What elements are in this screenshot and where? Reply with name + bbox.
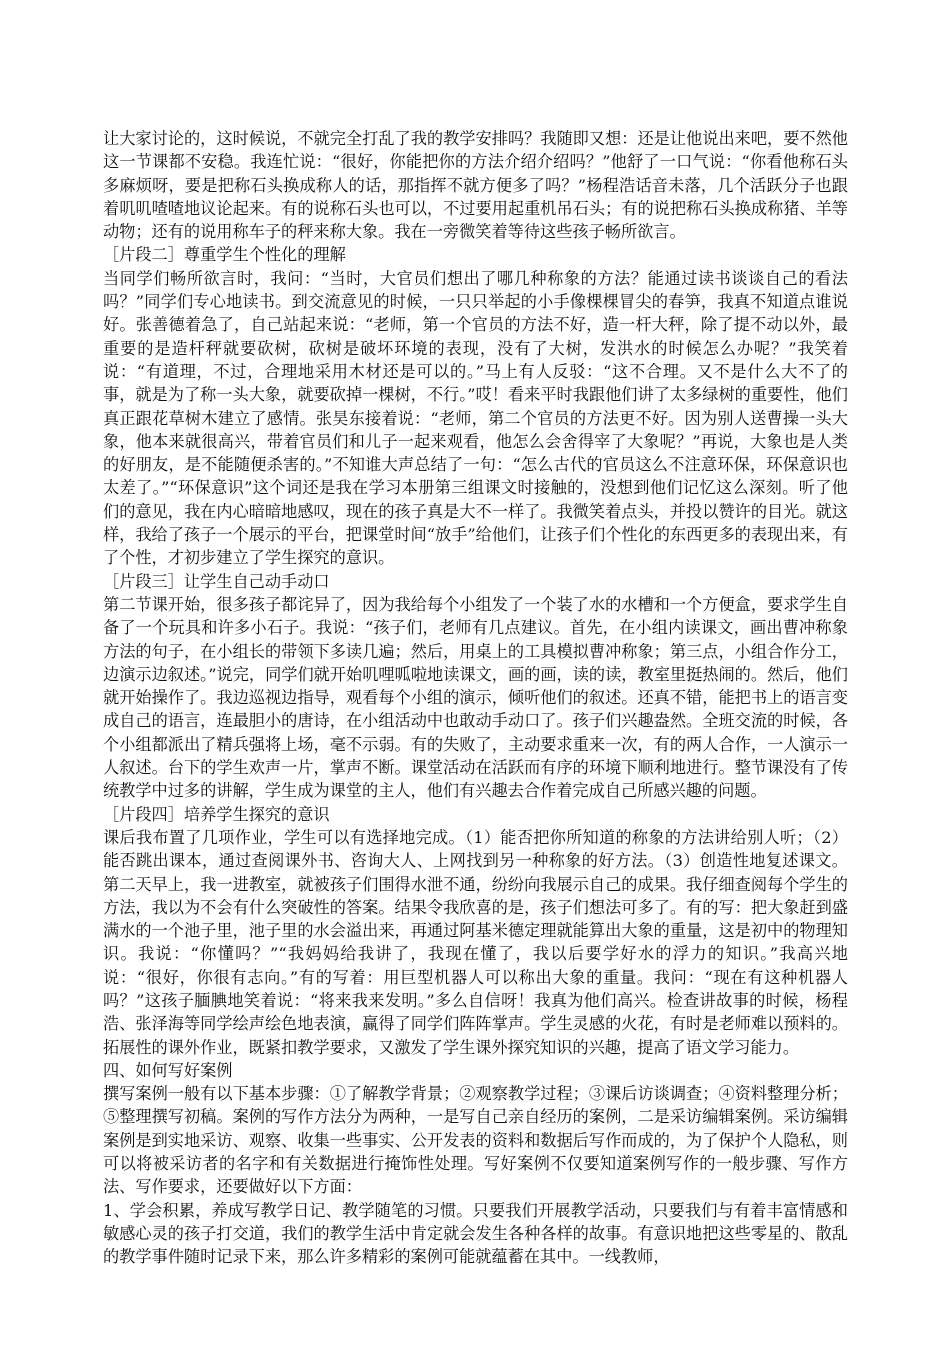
section-heading-fragment-2: ［片段二］尊重学生个性化的理解 xyxy=(103,245,346,265)
section-heading-fragment-3: ［片段三］让学生自己动手动口 xyxy=(103,571,330,591)
paragraph-3: 第二节课开始，很多孩子都诧异了，因为我给每个小组发了一个装了水的水槽和一个方便盒，要求学生自备了一个玩具和许多小石子。我说：“孩子们，老师有几点建议。首先，在小组内读课文，画出曹冲称象方法的句子，在小组长的带领下多读几遍；然后，用桌上的工具模拟曹冲称象；第三点，小组合作分工，边演示边叙述。”说完，同学们就开始叽哩呱啦地读课文，画的画，读的读，教室里挺热闹的。然后，他们就开始操作了。我边巡视边指导，观看每个小组的演示，倾听他们的叙述。还真不错，能把书上的语言变成自己的语言，连最胆小的唐诗，在小组活动中也敢动手动口了。孩子们兴趣盎然。全班交流的时候，各个小组都派出了精兵强将上场，毫不示弱。有的失败了，主动要求重来一次，有的两人合作，一人演示一人叙述。台下的学生欢声一片，掌声不断。课堂活动在活跃而有序的环境下顺利地进行。整节课没有了传统教学中过多的讲解，学生成为课堂的主人，他们有兴趣去合作着完成自己所感兴趣的问题。 xyxy=(103,594,848,801)
section-heading-fragment-4: ［片段四］培养学生探究的意识 xyxy=(103,804,330,824)
document-page xyxy=(103,127,848,1269)
section-heading-how-to-write: 四、如何写好案例 xyxy=(103,1060,233,1080)
paragraph-2: 当同学们畅所欲言时，我问：“当时，大官员们想出了哪几种称象的方法？能通过读书谈谈自己的看法吗？”同学们专心地读书。到交流意见的时候，一只只举起的小手像棵棵冒尖的春笋，我真不知道点谁说好。张善德着急了，自己站起来说：“老师，第一个官员的方法不好，造一杆大秤，除了提不动以外，最重要的是造杆秤就要砍树，砍树是破坏环境的表现，没有了大树，发洪水的时候怎么办呢？”我笑着说：“有道理，不过，合理地采用木材还是可以的。”马上有人反驳：“这不合理。又不是什么大不了的事，就是为了称一头大象，就要砍掉一棵树，不行。”哎！看来平时我跟他们讲了太多绿树的重要性，他们真正跟花草树木建立了感情。张昊东接着说：“老师，第二个官员的方法更不好。因为别人送曹操一头大象，他本来就很高兴，带着官员们和儿子一起来观看，他怎么会舍得宰了大象呢？”再说，大象也是人类的好朋友，是不能随便杀害的。”不知谁大声总结了一句：“怎么古代的官员这么不注意环保，环保意识也太差了。”“环保意识”这个词还是我在学习本册第三组课文时接触的，没想到他们记忆这么深刻。听了他们的意见，我在内心暗暗地感叹，现在的孩子真是大不一样了。我微笑着点头，并投以赞许的目光。就这样，我给了孩子一个展示的平台，把课堂时间“放手”给他们，让孩子们个性化的东西更多的表现出来，有了个性，才初步建立了学生探究的意识。 xyxy=(103,268,848,568)
paragraph-4: 课后我布置了几项作业，学生可以有选择地完成。（1）能否把你所知道的称象的方法讲给别人听；（2）能否跳出课本，通过查阅课外书、咨询大人、上网找到另一种称象的好方法。（3）创造性地复述课文。第二天早上，我一进教室，就被孩子们围得水泄不通，纷纷向我展示自己的成果。我仔细查阅每个学生的方法，我以为不会有什么突破性的答案。结果令我欣喜的是，孩子们想法可多了。有的写：把大象赶到盛满水的一个池子里，池子里的水会溢出来，再通过阿基米德定理就能算出大象的重量，这是初中的物理知识。我说：“你懂吗？”“我妈妈给我讲了，我现在懂了，我以后要学好水的浮力的知识。”我高兴地说：“很好，你很有志向。”有的写着：用巨型机器人可以称出大象的重量。我问：“现在有这种机器人吗？”这孩子腼腆地笑着说：“将来我来发明。”多么自信呀！我真为他们高兴。检查讲故事的时候，杨程浩、张泽海等同学绘声绘色地表演，赢得了同学们阵阵掌声。学生灵感的火花，有时是老师难以预料的。拓展性的课外作业，既紧扣教学要求，又激发了学生课外探究知识的兴趣，提高了语文学习能力。 xyxy=(103,827,848,1057)
paragraph-1: 让大家讨论的，这时候说，不就完全打乱了我的教学安排吗？我随即又想：还是让他说出来吧，要不然他这一节课都不安稳。我连忙说：“很好，你能把你的方法介绍介绍吗？”他舒了一口气说：“你看他称石头多麻烦呀，要是把称石头换成称人的话，那指挥不就方便多了吗？”杨程浩话音未落，几个活跃分子也跟着叽叽喳喳地议论起来。有的说称石头也可以，不过要用起重机吊石头；有的说把称石头换成称猪、羊等动物；还有的说用称车子的秤来称大象。我在一旁微笑着等待这些孩子畅所欲言。 xyxy=(103,129,848,242)
paragraph-6: 1、学会积累，养成写教学日记、教学随笔的习惯。只要我们开展教学活动，只要我们与有着丰富情感和敏感心灵的孩子打交道，我们的教学生活中肯定就会发生各种各样的故事。有意识地把这些零星的、散乱的教学事件随时记录下来，那么许多精彩的案例可能就蕴蓄在其中。一线教师， xyxy=(103,1200,848,1267)
paragraph-5: 撰写案例一般有以下基本步骤：①了解教学背景；②观察教学过程；③课后访谈调查；④资料整理分析；⑤整理撰写初稿。案例的写作方法分为两种，一是写自己亲自经历的案例，二是采访编辑案例。采访编辑案例是到实地采访、观察、收集一些事实、公开发表的资料和数据后写作而成的，为了保护个人隐私，则可以将被采访者的名字和有关数据进行掩饰性处理。写好案例不仅要知道案例写作的一般步骤、写作方法、写作要求，还要做好以下方面： xyxy=(103,1084,848,1197)
